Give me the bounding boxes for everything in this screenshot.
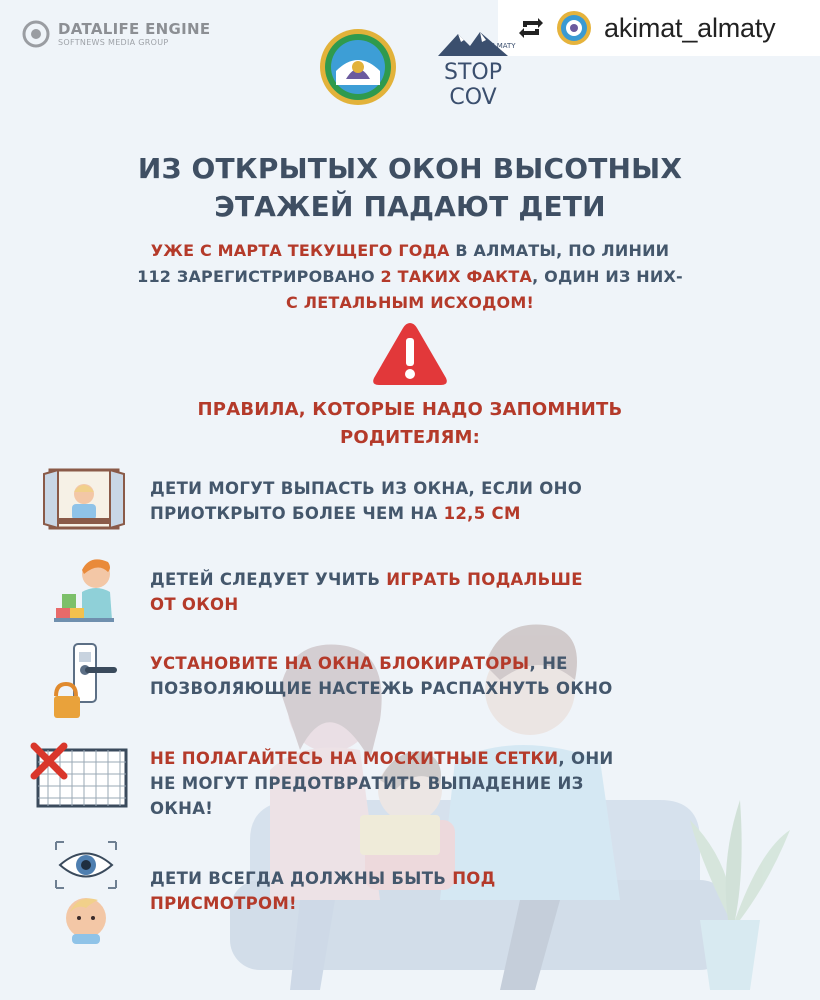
intro-l2-b: , ОДИН ИЗ НИХ- <box>532 267 683 286</box>
rule-4-line1-red: НЕ ПОЛАГАЙТЕСЬ НА МОСКИТНЫЕ СЕТКИ <box>150 749 559 768</box>
rule-2 <box>150 567 790 617</box>
logos-row <box>318 26 518 108</box>
rules-title <box>0 396 820 452</box>
mosquito-net-crossed-icon <box>28 740 132 810</box>
window-lock-icon <box>52 640 122 720</box>
almaty-emblem-logo <box>318 27 398 107</box>
rule-3-line1-red: УСТАНОВИТЕ НА ОКНА БЛОКИРАТОРЫ <box>150 654 530 673</box>
repost-username[interactable]: akimat_almaty <box>604 12 776 43</box>
rule-5-line2-red: ПРИСМОТРОМ! <box>150 894 297 913</box>
rule-4 <box>150 746 790 821</box>
rules-title-line2: РОДИТЕЛЯМ: <box>339 427 481 448</box>
intro-l1-dark: В АЛМАТЫ, ПО ЛИНИИ <box>449 241 670 260</box>
rule-4-line3: ОКНА! <box>150 799 214 818</box>
intro-l1-red: УЖЕ С МАРТА ТЕКУЩЕГО ГОДА <box>150 241 450 260</box>
child-playing-blocks-icon <box>50 552 120 628</box>
rule-5 <box>150 866 790 916</box>
intro-l2-a: 112 ЗАРЕГИСТРИРОВАНО <box>137 267 381 286</box>
rule-3 <box>150 651 790 701</box>
rule-2-line2-red: ОТ ОКОН <box>150 595 239 614</box>
datalife-watermark <box>22 20 210 48</box>
rule-1 <box>150 476 790 526</box>
dle-ring-icon <box>22 20 50 48</box>
rule-5-line1: ДЕТИ ВСЕГДА ДОЛЖНЫ БЫТЬ <box>150 869 453 888</box>
rule-3-line1: , НЕ <box>529 654 568 673</box>
eye-watching-baby-icon <box>50 836 122 944</box>
watermark-title: DATALIFE ENGINE <box>58 19 211 38</box>
rule-4-line1: , ОНИ <box>558 749 614 768</box>
repost-icon <box>518 17 544 39</box>
headline <box>0 150 820 226</box>
rule-1-line2-red: 12,5 СМ <box>443 504 521 523</box>
open-window-child-icon <box>40 466 128 532</box>
rule-1-line2: ПРИОТКРЫТО БОЛЕЕ ЧЕМ НА <box>150 504 444 523</box>
stop-small-text: ALMATY <box>488 42 516 50</box>
rule-4-line2: НЕ МОГУТ ПРЕДОТВРАТИТЬ ВЫПАДЕНИЕ ИЗ <box>150 774 584 793</box>
stop-line1: STOP <box>444 60 502 85</box>
rule-2-line1-red: ИГРАТЬ ПОДАЛЬШЕ <box>386 570 583 589</box>
rule-2-line1: ДЕТЕЙ СЛЕДУЕТ УЧИТЬ <box>150 570 387 589</box>
stop-line2: COV <box>449 85 497 108</box>
rule-1-line1: ДЕТИ МОГУТ ВЫПАСТЬ ИЗ ОКНА, ЕСЛИ ОНО <box>150 479 583 498</box>
watermark-subtitle: SOFTNEWS MEDIA GROUP <box>58 37 169 47</box>
warning-triangle-icon <box>371 320 449 388</box>
intro-l2-red: 2 ТАКИХ ФАКТА <box>380 267 533 286</box>
rule-3-line2: ПОЗВОЛЯЮЩИЕ НАСТЕЖЬ РАСПАХНУТЬ ОКНО <box>150 679 613 698</box>
intro-text <box>0 238 820 316</box>
rules-title-line1: ПРАВИЛА, КОТОРЫЕ НАДО ЗАПОМНИТЬ <box>197 399 623 420</box>
rule-5-line1-red: ПОД <box>452 869 496 888</box>
intro-l3-red: С ЛЕТАЛЬНЫМ ИСХОДОМ! <box>286 293 534 312</box>
repost-header[interactable] <box>498 0 820 56</box>
almaty-emblem-avatar[interactable] <box>556 10 592 46</box>
headline-line2: ЭТАЖЕЙ ПАДАЮТ ДЕТИ <box>214 190 606 223</box>
headline-line1: ИЗ ОТКРЫТЫХ ОКОН ВЫСОТНЫХ <box>137 152 683 185</box>
stop-cov-logo <box>428 26 518 108</box>
